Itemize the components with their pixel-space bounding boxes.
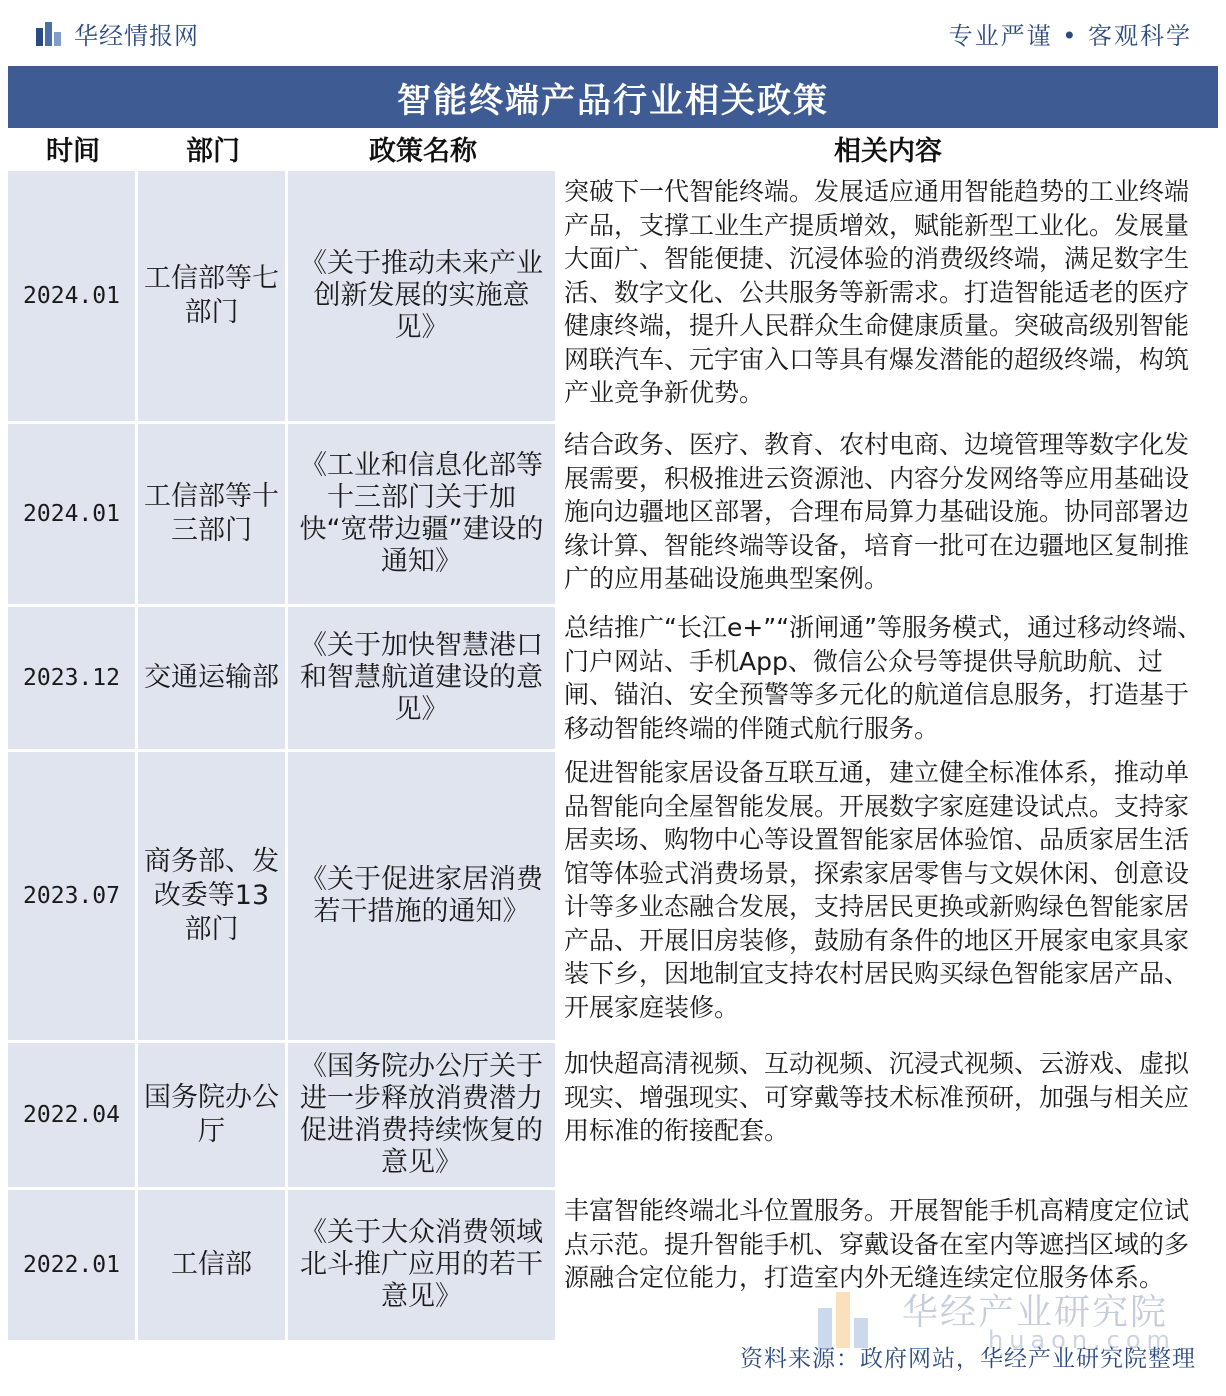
table-row (8, 749, 1218, 1040)
row-content: 突破下一代智能终端。发展适应通用智能趋势的工业终端产品，支撑工业生产提质增效，赋能新型工业化。发展量大面广、智能便捷、沉浸体验的消费级终端，满足数字生活、数字文化、公共服务等新需求。打造智能适老的医疗健康终端，提升人民群众生命健康质量。突破高级别智能网联汽车、元宇宙入口等具有爆发潜能的超级终端，构筑产业竞争新优势。 (558, 171, 1218, 421)
table-row (8, 1040, 1218, 1187)
header-content: 相关内容 (834, 135, 942, 167)
header-date: 时间 (46, 135, 100, 167)
row-dept: 工信部等七部门 (138, 171, 288, 421)
table-header-row (8, 128, 1218, 168)
brand (34, 16, 199, 51)
row-content: 促进智能家居设备互联互通，建立健全标准体系，推动单品智能向全屋智能发展。开展数字家庭建设试点。支持家居卖场、购物中心等设置智能家居体验馆、品质家居生活馆等体验式消费场景，探索家居零售与文娱休闲、创意设计等多业态融合发展，支持居民更换或新购绿色智能家居产品、开展旧房装修，鼓励有条件的地区开展家电家具家装下乡，因地制宜支持农村居民购买绿色智能家居产品、开展家庭装修。 (558, 752, 1218, 1040)
row-content: 加快超高清视频、互动视频、沉浸式视频、云游戏、虚拟现实、增强现实、可穿戴等技术标准预研，加强与相关应用标准的衔接配套。 (558, 1043, 1218, 1187)
table-title: 智能终端产品行业相关政策 (8, 66, 1218, 128)
row-dept: 工信部等十三部门 (138, 424, 288, 604)
row-dept: 商务部、发改委等13部门 (138, 752, 288, 1040)
row-date: 2024.01 (8, 171, 138, 421)
table-row (8, 1187, 1218, 1340)
row-policy: 《关于加快智慧港口和智慧航道建设的意见》 (288, 607, 558, 749)
table-row (8, 421, 1218, 604)
row-date: 2022.01 (8, 1190, 138, 1340)
table-row (8, 604, 1218, 749)
top-bar (0, 0, 1226, 66)
row-date: 2024.01 (8, 424, 138, 604)
row-date: 2023.12 (8, 607, 138, 749)
row-date: 2022.04 (8, 1043, 138, 1187)
brand-name: 华经情报网 (74, 21, 199, 50)
row-content: 结合政务、医疗、教育、农村电商、边境管理等数字化发展需要，积极推进云资源池、内容分发网络等应用基础设施向边疆地区部署，合理布局算力基础设施。协同部署边缘计算、智能终端等设备，培育一批可在边疆地区复制推广的应用基础设施典型案例。 (558, 424, 1218, 604)
row-dept: 交通运输部 (138, 607, 288, 749)
policy-table (8, 66, 1218, 1386)
watermark-url: huaon.com (988, 1326, 1176, 1354)
row-policy: 《关于大众消费领域北斗推广应用的若干意见》 (288, 1190, 558, 1340)
row-content: 总结推广“长江e+”“浙闸通”等服务模式，通过移动终端、门户网站、手机App、微信公众号等提供导航助航、过闸、锚泊、安全预警等多元化的航道信息服务，打造基于移动智能终端的伴随式航行服务。 (558, 607, 1218, 749)
row-policy: 《关于促进家居消费若干措施的通知》 (288, 752, 558, 1040)
header-dept: 部门 (186, 135, 240, 167)
row-policy: 《国务院办公厅关于进一步释放消费潜力促进消费持续恢复的意见》 (288, 1043, 558, 1187)
slogan: 专业严谨 • 客观科学 (948, 21, 1192, 50)
table-row (8, 168, 1218, 421)
brand-logo-icon (34, 18, 64, 48)
row-content: 丰富智能终端北斗位置服务。开展智能手机高精度定位试点示范。提升智能手机、穿戴设备在室内等遮挡区域的多源融合定位能力，打造室内外无缝连续定位服务体系。 (558, 1190, 1218, 1340)
source-note: 资料来源：政府网站，华经产业研究院整理 (740, 1346, 1196, 1372)
watermark-text: 华经产业研究院 (902, 1292, 1169, 1333)
row-policy: 《工业和信息化部等十三部门关于加快“宽带边疆”建设的通知》 (288, 424, 558, 604)
row-date: 2023.07 (8, 752, 138, 1040)
row-dept: 国务院办公厅 (138, 1043, 288, 1187)
row-dept: 工信部 (138, 1190, 288, 1340)
header-policy: 政策名称 (369, 135, 477, 167)
row-policy: 《关于推动未来产业创新发展的实施意见》 (288, 171, 558, 421)
